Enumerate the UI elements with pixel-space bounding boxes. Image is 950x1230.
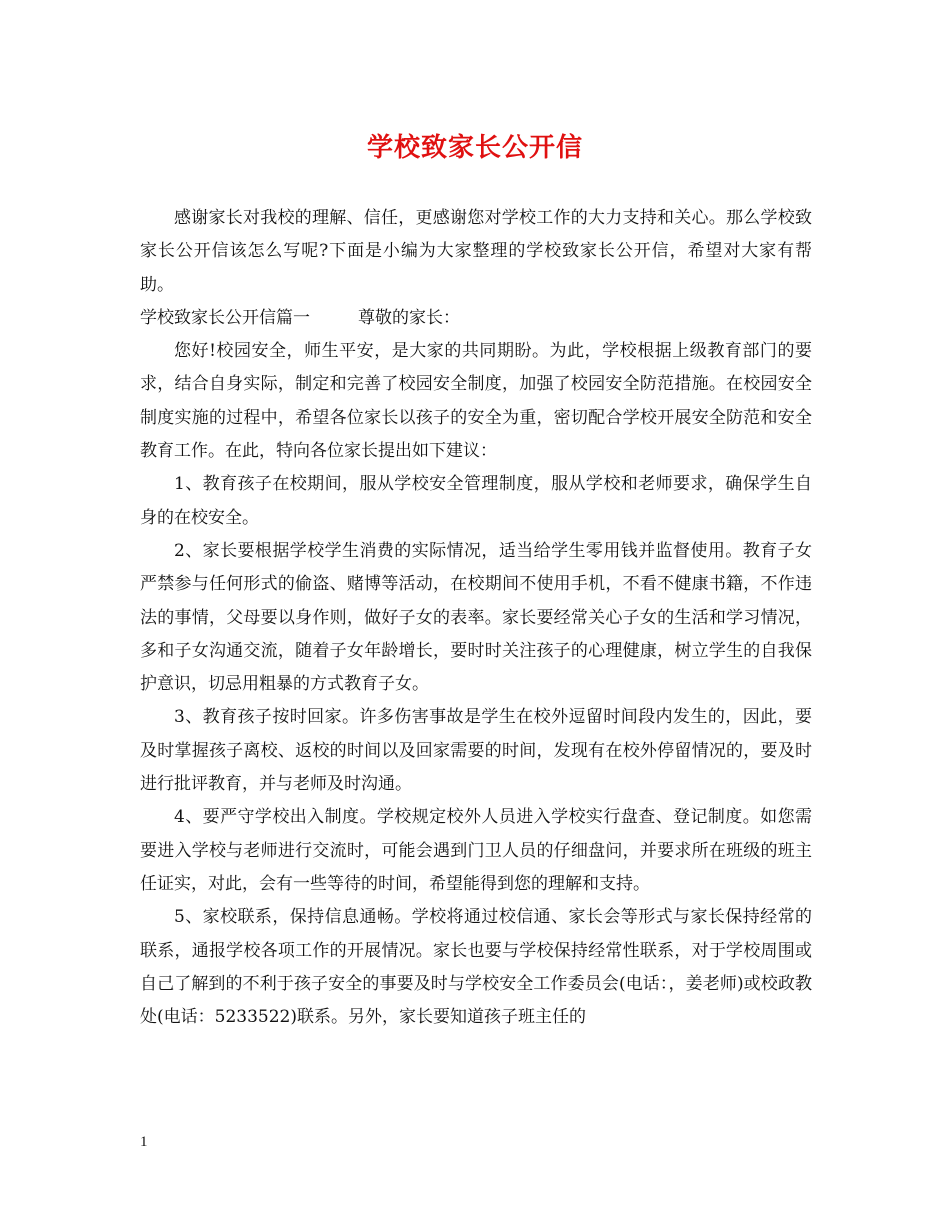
suggestion-2: 2、家长要根据学校学生消费的实际情况，适当给学生零用钱并监督使用。教育子女严禁参与任何形式的偷盗、赌博等活动，在校期间不使用手机，不看不健康书籍，不作违法的事情，父母要以身作则，做好子女的表率。家长要经常关心子女的生活和学习情况，多和子女沟通交流，随着子女年龄增长，要时时关注孩子的心理健康，树立学生的自我保护意识，切忌用粗暴的方式教育子女。 [140, 540, 812, 695]
suggestion-3: 3、教育孩子按时回家。许多伤害事故是学生在校外逗留时间段内发生的，因此，要及时掌握孩子离校、返校的时间以及回家需要的时间，发现有在校外停留情况的，要及时进行批评教育，并与老师及时沟通。 [140, 707, 812, 795]
document-title: 学校致家长公开信 [366, 133, 583, 163]
salutation: 尊敬的家长： [358, 307, 460, 328]
suggestion-1: 1、教育孩子在校期间，服从学校安全管理制度，服从学校和老师要求，确保学生自身的在校安全。 [140, 474, 812, 528]
section-heading: 学校致家长公开信篇一 [140, 307, 310, 328]
page-number: 1 [140, 1134, 148, 1150]
greeting-paragraph: 您好!校园安全，师生平安，是大家的共同期盼。为此，学校根据上级教育部门的要求，结合自身实际，制定和完善了校园安全制度，加强了校园安全防范措施。在校园安全制度实施的过程中，希望各位家长以孩子的安全为重，密切配合学校开展安全防范和安全教育工作。在此，特向各位家长提出如下建议： [140, 341, 812, 462]
document-body [140, 202, 812, 1034]
suggestion-4: 4、要严守学校出入制度。学校规定校外人员进入学校实行盘查、登记制度。如您需要进入学校与老师进行交流时，可能会遇到门卫人员的仔细盘问，并要求所在班级的班主任证实，对此，会有一些等待的时间，希望能得到您的理解和支持。 [140, 807, 812, 894]
section-heading-line [140, 302, 812, 335]
suggestion-5: 5、家校联系，保持信息通畅。学校将通过校信通、家长会等形式与家长保持经常的联系，通报学校各项工作的开展情况。家长也要与学校保持经常性联系，对于学校周围或自己了解到的不利于孩子安全的事要及时与学校安全工作委员会(电话：，姜老师)或校政教处(电话：5233522)联系。另外，家长要知道孩子班主任的 [140, 907, 812, 1028]
intro-paragraph: 感谢家长对我校的理解、信任，更感谢您对学校工作的大力支持和关心。那么学校致家长公开信该怎么写呢?下面是小编为大家整理的学校致家长公开信，希望对大家有帮助。 [140, 208, 812, 295]
